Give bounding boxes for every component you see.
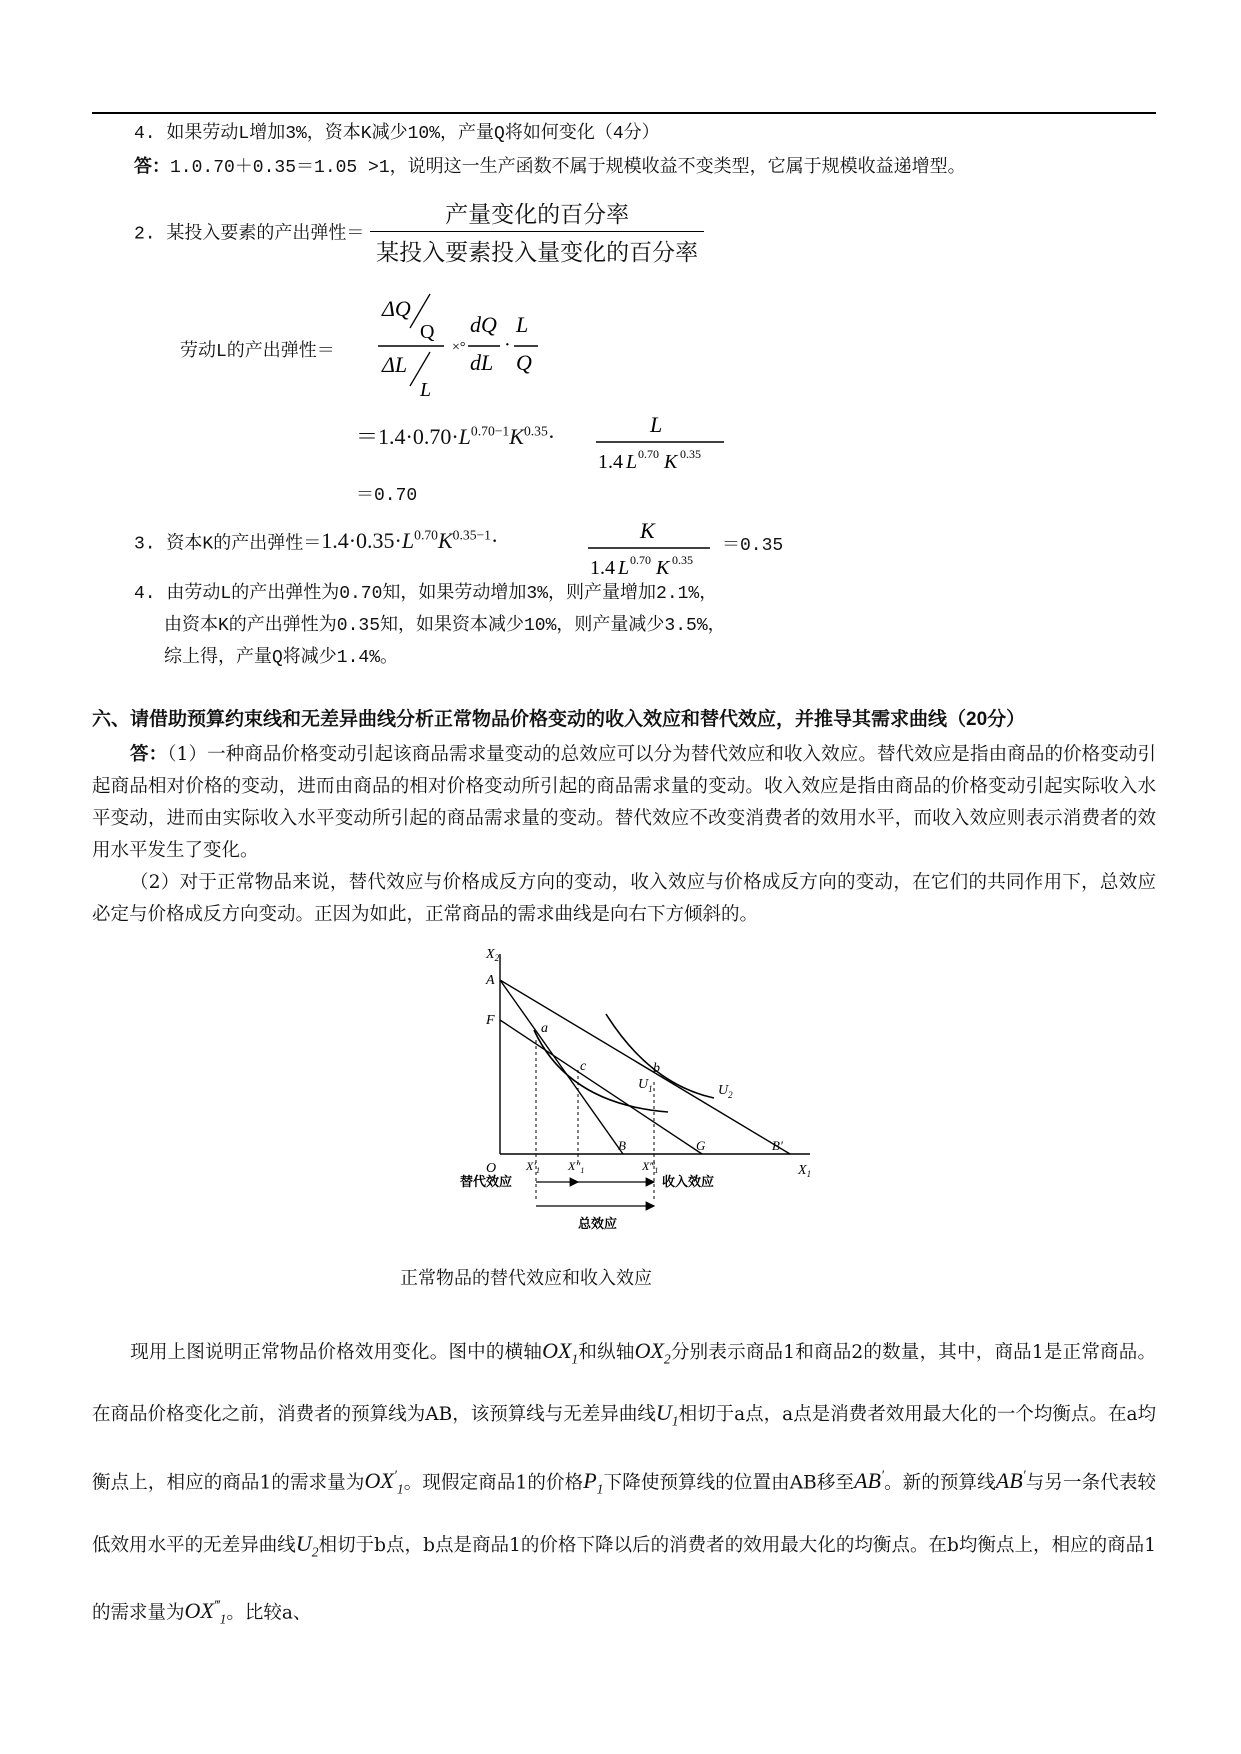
svg-text:×°: ×°: [452, 340, 466, 355]
item-3-prefix: 3. 资本K的产出弹性＝: [134, 534, 322, 555]
item-4-line3: 综上得，产量Q将减少1.4%。: [164, 648, 399, 668]
income-effect-label: 收入效应: [662, 1174, 715, 1189]
answer-label: 答：: [134, 156, 170, 176]
svg-text:L: L: [516, 312, 529, 337]
item-4-line2: 由资本K的产出弹性为0.35知，如果资本减少10%，则产量减少3.5%，: [164, 616, 726, 636]
point-c-label: c: [580, 1059, 587, 1074]
labor-elasticity-label: 劳动L的产出弹性＝: [180, 342, 335, 362]
point-b-label: b: [653, 1061, 660, 1076]
b-prime-label: B′: [772, 1138, 783, 1153]
bottom-paragraph: 现用上图说明正常物品价格效用变化。图中的横轴$OX_1$和纵轴$OX_2$分别表示商品1和商品2的数量，其中，商品1是正常商品。在商品价格变化之前，消费者的预算线为AB，该预算线与无差异曲线$U_1$相切于a点，a点是消费者效用最大化的一个均衡点。在a均衡点上，相应的商品1的需求量为$OX'_1$。现假定商品1的价格$P_1$下降使预算线的位置由AB移至AB′。新的预算线AB′与另一条代表较低效用水平的无差异曲线$U_2$相切于b点，b点是商品1的价格下降以后的消费者的效用最大化的均衡点。在b均衡点上，相应的商品1的需求量为$OX^‴_1$。比较a、: [92, 1338, 1157, 1627]
budget-line-ab: [500, 980, 623, 1154]
section-6-para-1-text: （1）一种商品价格变动引起该商品需求量变动的总效应可以分为替代效应和收入效应。替代效应是指由商品的价格变动引起商品相对价格的变动，进而由商品的相对价格变动所引起的商品需求量的变动。收入效应是指由商品的价格变动引起实际收入水平变动，进而由实际收入水平变动所引起的商品需求量的变动。替代效应不改变消费者的效用水平，而收入效应则表示消费者的效用水平发生了变化。: [92, 744, 1156, 861]
u1-label: $U_1$: [638, 1077, 653, 1094]
g-label: G: [696, 1138, 706, 1153]
section-6-para-1: [92, 738, 1156, 867]
labor-elasticity-line2: $=1.4\cdot 0.70\cdot L^{0.70-1}K^{0.35}\cdot$: [356, 423, 556, 449]
svg-text:dL: dL: [470, 350, 494, 375]
x1-double-prime-label: $X''_1$: [568, 1159, 585, 1175]
svg-text:L: L: [420, 379, 432, 398]
svg-text:L: L: [650, 412, 663, 437]
item-3-fraction: [584, 510, 714, 580]
labor-elasticity-fraction: [370, 288, 550, 398]
svg-text:L: L: [618, 557, 630, 579]
origin-label: O: [486, 1161, 497, 1176]
item-4-line1: 4. 由劳动L的产出弹性为0.70知，如果劳动增加3%，则产量增加2.1%，: [134, 584, 718, 604]
x1-label: $X_1$: [798, 1163, 812, 1179]
x2-label: $X_2$: [486, 947, 500, 963]
svg-text:0.35: 0.35: [672, 553, 693, 567]
item-2-numerator: 产量变化的百分率: [370, 196, 704, 232]
b-label: B: [618, 1138, 626, 1153]
svg-text:ΔQ: ΔQ: [382, 296, 411, 321]
x1-prime-label: $X'_1$: [526, 1159, 540, 1175]
item-2-prefix: 2. 某投入要素的产出弹性＝: [134, 224, 365, 245]
answer-1: [134, 152, 966, 178]
substitution-effect-label: 替代效应: [460, 1174, 513, 1189]
svg-text:K: K: [664, 451, 678, 473]
svg-text:K: K: [656, 557, 670, 579]
indifference-curve-u1: [534, 1030, 668, 1112]
budget-line-ab-prime: [500, 980, 790, 1154]
svg-text:1.4: 1.4: [598, 451, 623, 473]
item-3-result: ＝0.35: [722, 536, 784, 556]
effects-diagram: [450, 944, 830, 1244]
item-3: 3. 资本K的产出弹性$=1.4\cdot 0.35\cdot L^{0.70}K^{0.35-1}\cdot$: [134, 528, 499, 555]
svg-text:0.70: 0.70: [630, 553, 651, 567]
figure-caption: 正常物品的替代效应和收入效应: [400, 1268, 652, 1289]
a-axis-label: A: [486, 973, 495, 988]
item-2-fraction: [370, 196, 704, 267]
section-6-para-2: （2）对于正常物品来说，替代效应与价格成反方向的变动，收入效应与价格成反方向的变动，在它们的共同作用下，总效应必定与价格成反方向变动。正因为如此，正常商品的需求曲线是向右下方倾斜的。: [92, 872, 1156, 925]
header-rule: [92, 112, 1156, 114]
svg-text:dQ: dQ: [470, 312, 497, 337]
section-6-heading: 六、请借助预算约束线和无差异曲线分析正常物品价格变动的收入效应和替代效应，并推导其需求曲线（20分）: [92, 709, 1026, 730]
item-2-denominator: 某投入要素投入量变化的百分率: [376, 240, 699, 266]
labor-line2-fraction: [590, 404, 730, 474]
labor-line2-prefix: ＝1.4·0.70·: [356, 424, 459, 449]
indifference-curve-u2: [606, 1014, 714, 1098]
question-4: 4. 如果劳动L增加3%，资本K减少10%，产量Q将如何变化（4分）: [134, 124, 660, 144]
svg-text:K: K: [640, 518, 655, 543]
svg-text:ΔL: ΔL: [382, 352, 408, 377]
answer-1-text: 1.0.70＋0.35＝1.05 >1，说明这一生产函数不属于规模收益不变类型，它属于规模收益递增型。: [170, 158, 966, 178]
item-2: [134, 196, 704, 267]
total-effect-label: 总效应: [578, 1216, 618, 1231]
svg-text:0.70: 0.70: [638, 447, 659, 461]
svg-text:1.4: 1.4: [590, 557, 615, 579]
svg-text:L: L: [626, 451, 638, 473]
svg-text:Q: Q: [420, 321, 435, 343]
section-6-body: [92, 738, 1156, 931]
x1-triple-prime-label: $X‴_1$: [642, 1159, 659, 1175]
labor-elasticity-result: ＝0.70: [356, 486, 418, 506]
svg-text:·: ·: [504, 334, 511, 356]
u2-label: $U_2$: [718, 1083, 733, 1100]
section-6-answer-label: 答：: [130, 743, 168, 764]
svg-text:Q: Q: [516, 350, 532, 375]
svg-text:0.35: 0.35: [680, 447, 701, 461]
f-axis-label: F: [486, 1013, 495, 1028]
point-a-label: a: [541, 1021, 548, 1036]
